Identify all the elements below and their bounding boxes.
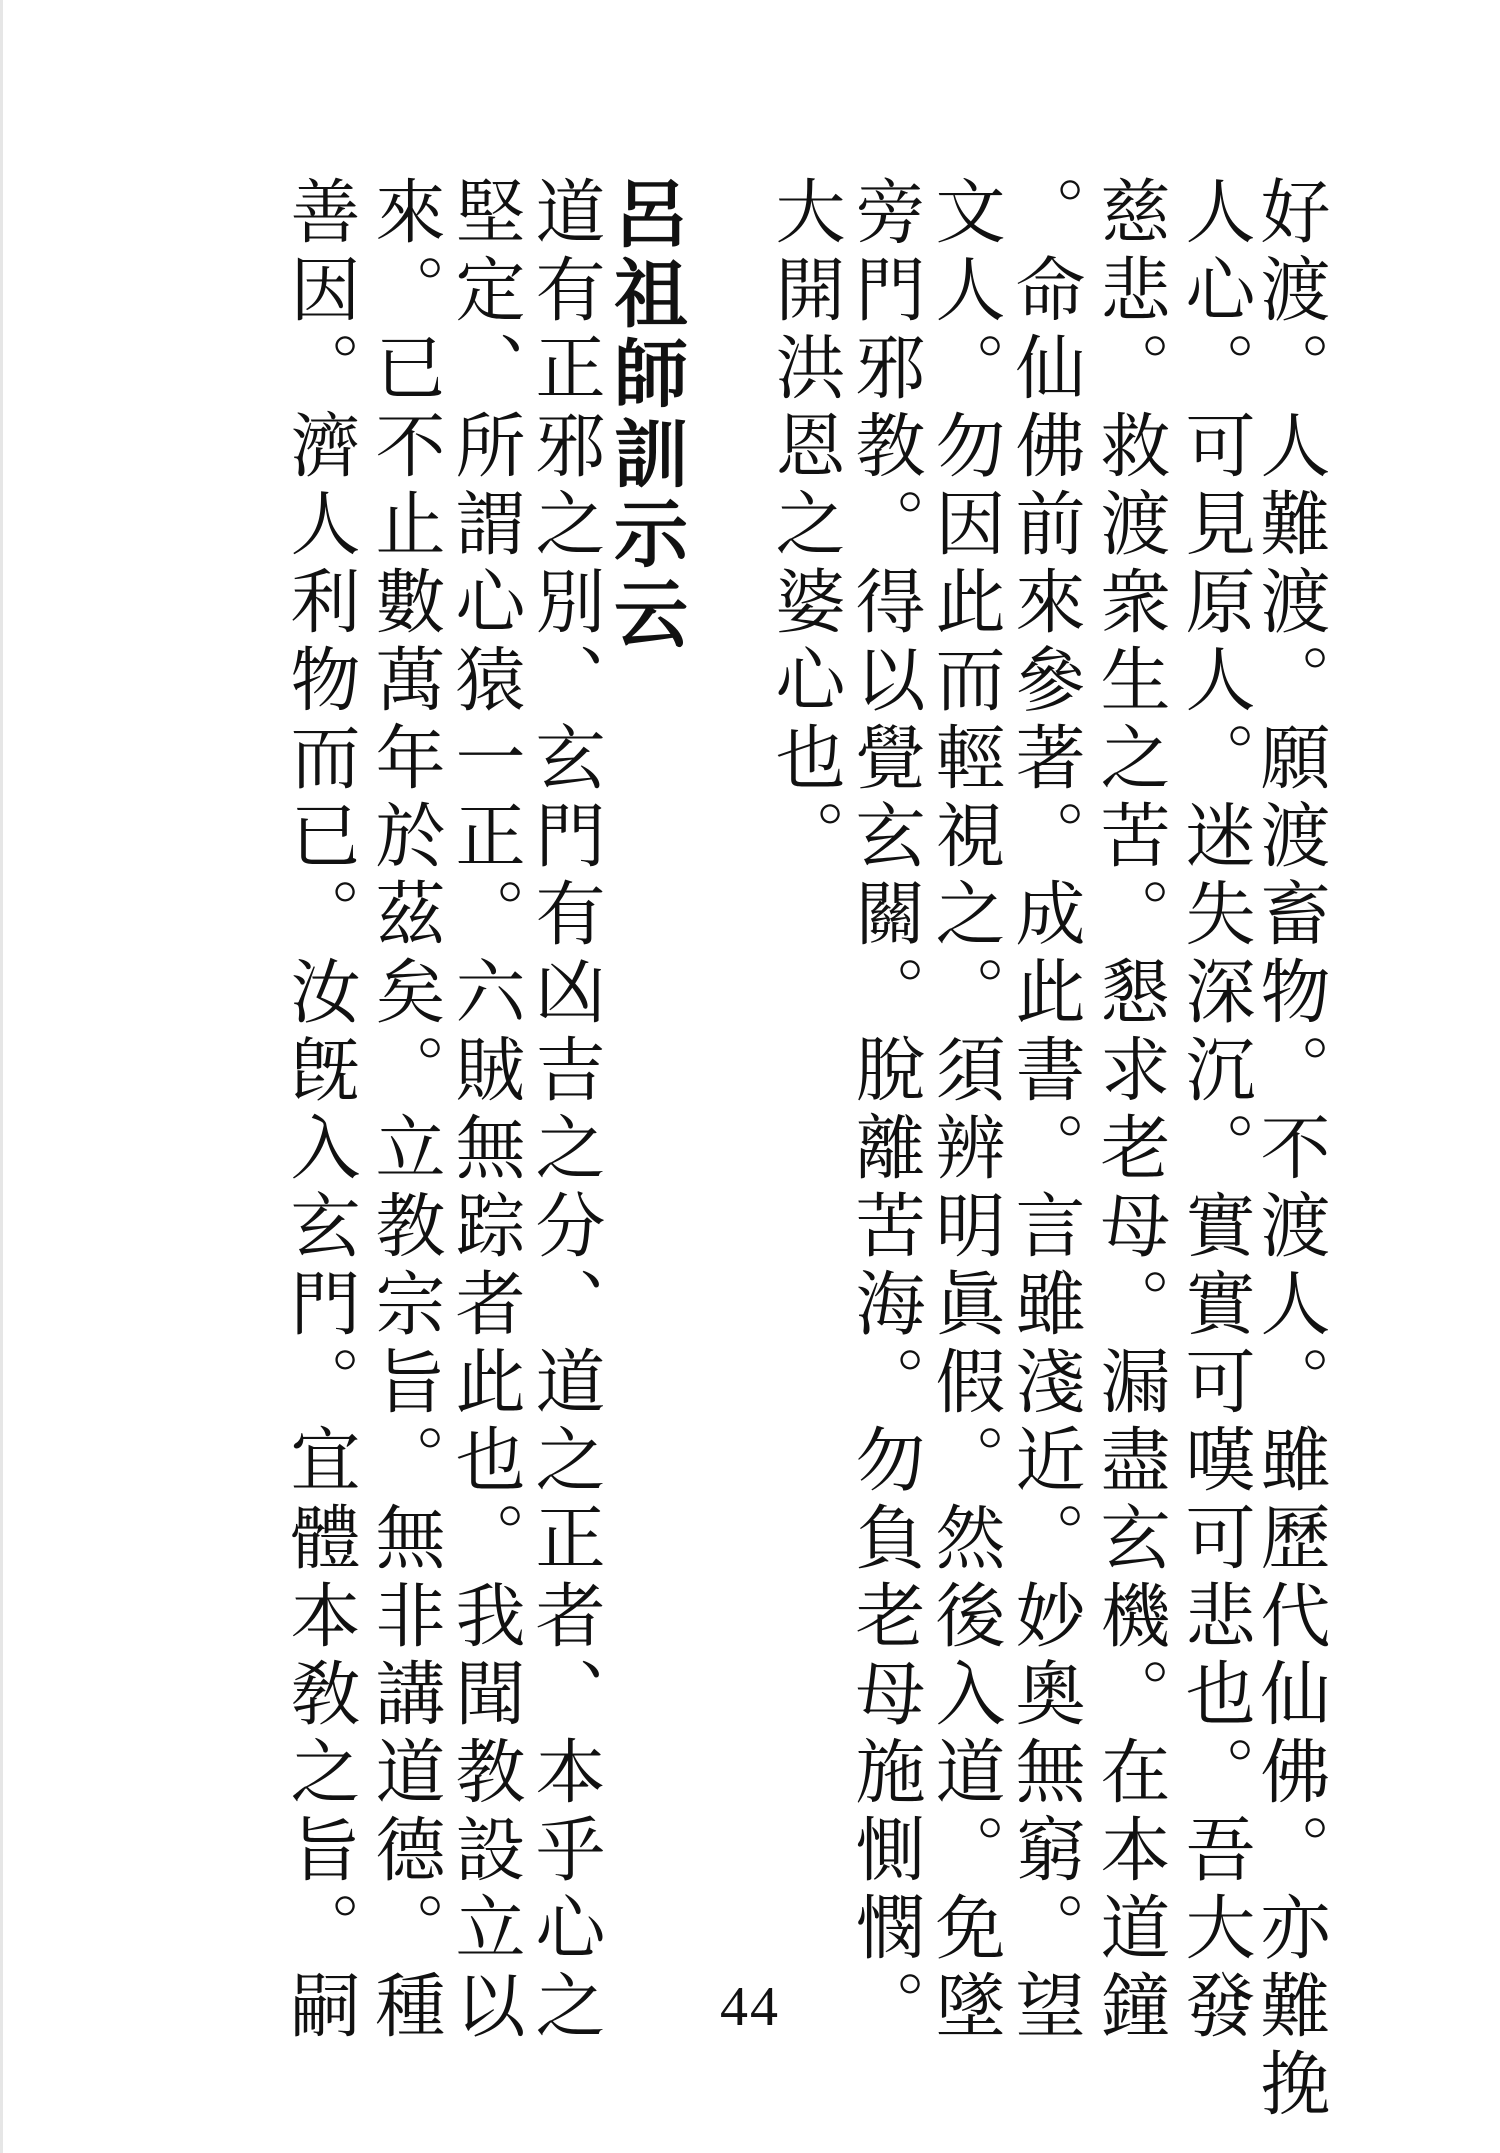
text-column-2: 人心。可見原人。迷失深沉。實實可嘆可悲也。吾大發 [1174, 175, 1256, 2047]
text-column-12: 善因。濟人利物而已。汝旣入玄門。宜體本敎之旨。嗣 [279, 175, 361, 2047]
text-column-9: 道有正邪之別、玄門有凶吉之分、道之正者、本乎心之 [524, 175, 606, 2047]
text-column-10: 堅定、所謂心猿一正。六賊無踪者此也。我聞教設立以 [444, 175, 526, 2047]
scan-edge-shadow [0, 0, 3, 2153]
section-heading: 呂祖師訓示云 [602, 175, 688, 655]
text-column-5: 文人。勿因此而輕視之。須辨明眞假。然後入道。免墜 [924, 175, 1006, 2047]
page-number: 44 [720, 1976, 780, 2038]
text-column-7: 大開洪恩之婆心也。 [764, 175, 846, 877]
text-column-11: 來。已不止數萬年於茲矣。立教宗旨。無非講道德。種 [364, 175, 446, 2047]
text-column-6: 旁門邪教。得以覺玄關。脫離苦海。勿負老母施惻憫。 [844, 175, 926, 2047]
text-column-3: 慈悲。救渡衆生之苦。懇求老母。漏盡玄機。在本道鐘 [1089, 175, 1171, 2047]
text-column-1: 好渡。人難渡。願渡畜物。不渡人。雖歷代仙佛。亦難挽 [1249, 175, 1331, 2125]
text-column-4: 。命仙佛前來參著。成此書。言雖淺近。妙奧無窮。望 [1004, 175, 1086, 2047]
